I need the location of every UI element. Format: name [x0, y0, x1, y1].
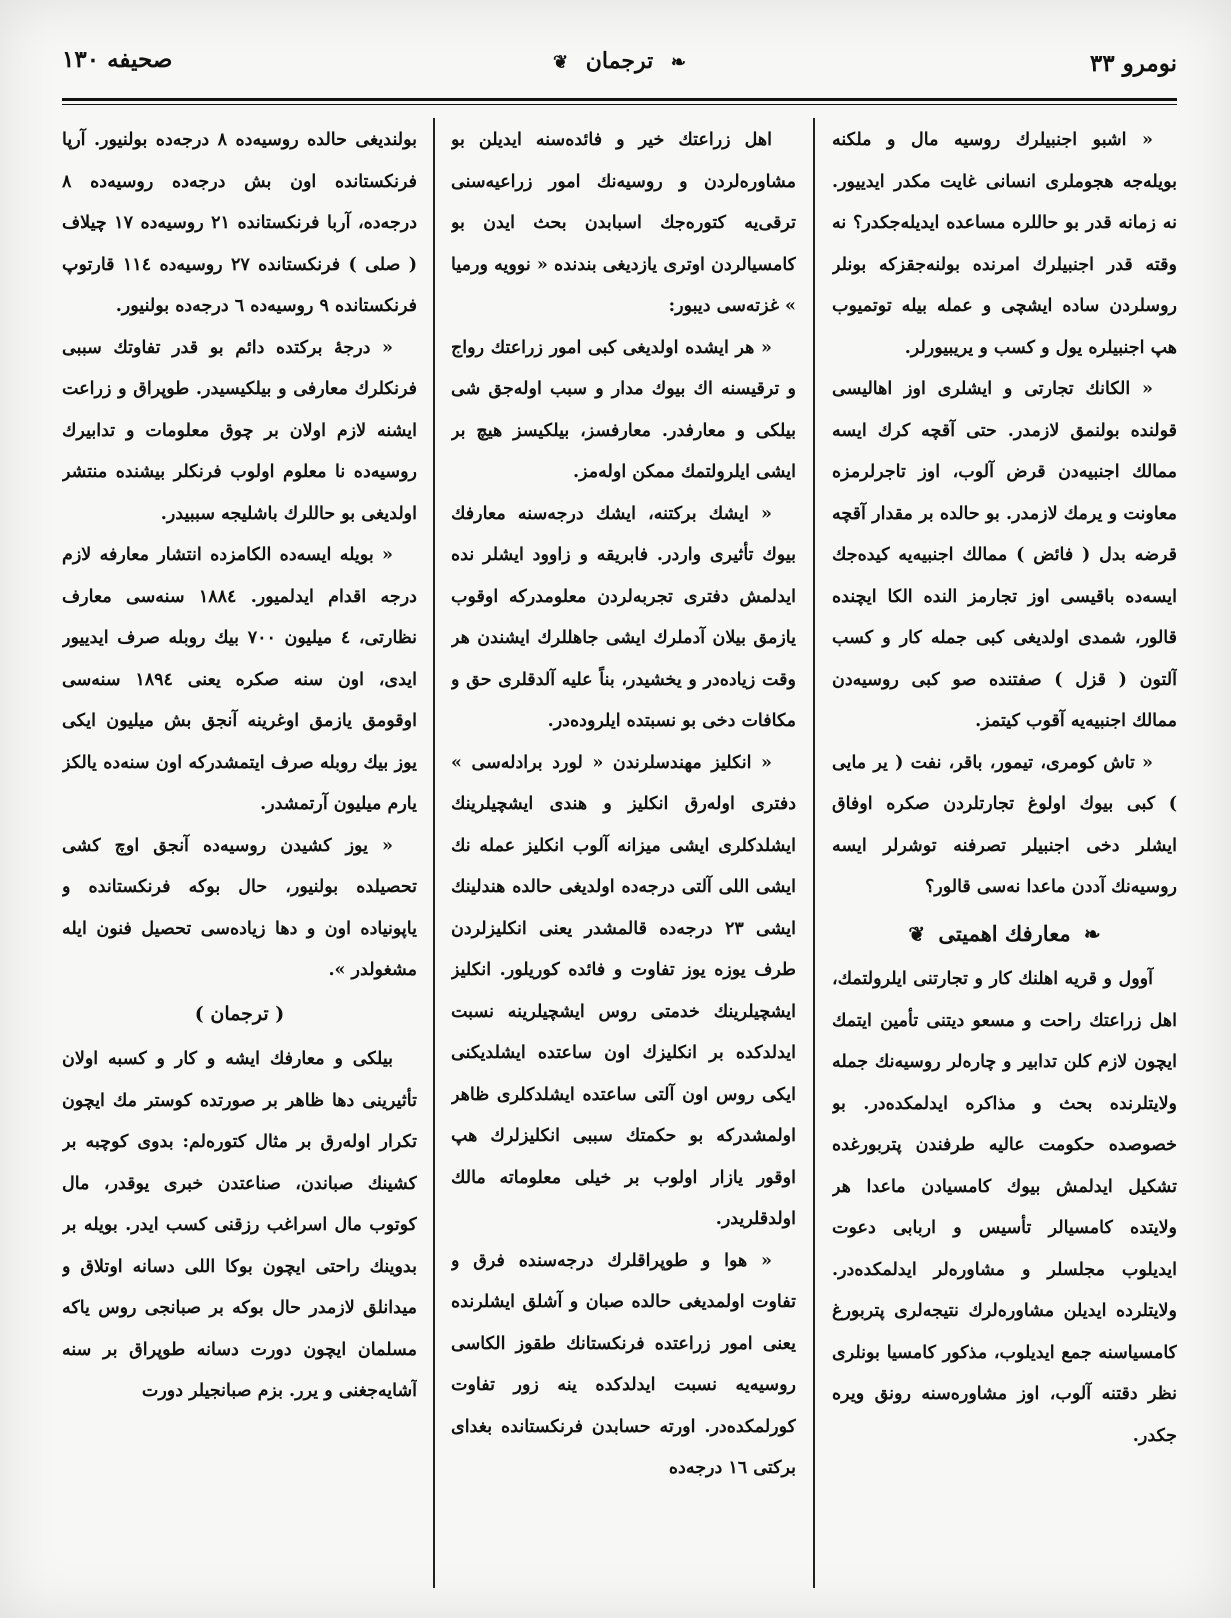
paragraph: « درجۀ بركتده دائم بو قدر تفاوتك سببی فرنكلرك معارفی و بیلكیسیدر. طوپراق و زراعت ایشنه لازم اولان بر چوق معلومات و تدابیرك روسیه‌ده نا معلوم اولوب فرنكلر بیشنده منتشر اولدیغی بو حاللرك باشلیجه سببیدر. [62, 337, 417, 524]
column-left [62, 120, 417, 1590]
header-rule-thin [62, 104, 1177, 105]
article-signature: ( ترجمان ) [194, 1002, 285, 1025]
section-heading-text: معارفك اهمیتی [938, 920, 1071, 946]
page-header [62, 36, 1177, 92]
paragraph: « تاش كومری، تیمور، باقر، نفت ( یر مایی ) كبی بیوك اولوغ تجارتلردن صكره اوفاق ایشلر دخی اجنبیلر تصرفنه توشرلر ایسه روسیه‌نك آددن ماعدا نه‌سی قالور؟ [832, 752, 1177, 897]
paragraph: « انكلیز مهندسلرندن « لورد برادله‌سی » دفتری اوله‌رق انكلیز و هندی ایشچیلرینك ایشلدكلری ایشی میزانه آلوب انكلیز عمله نك ایشی اللی آلتی درجه‌ده اولدیغی حالده هندلینك ایشی ٢٣ درجه‌ده قالمشدر یعنی انكلیزلردن طرف یوزه یوز تفاوت و فائده كوریلور. انكلیز ایشچیلرینك خدمتی روس ایشچیلرینه نسبت ایدلدكده بر انكلیزك اون ساعتده ایشلدیكنی ایكی روس اون آلتی ساعتده ایشلدكلری ظاهر اولمشدركه بو حكمتك سببی انكلیزلرك هپ اوقور یازار اولوب بر خیلی معلوماته مالك اولدقلریدر. [451, 752, 796, 1229]
paragraph: آوول و قریه اهلنك كار و تجارتنی ایلرولتمك، اهل زراعتك راحت و مسعو دیتنی تأمین ایتمك ایچون لازم كلن تدابیر و چاره‌لر روسیه‌نك جمله ولایتلرنده بحث و مذاكره ایدلمكده‌در. بو خصوصده حكومت عالیه طرفندن پتربورغده تشكیل ایدلمش بیوك كامسیادن ماعدا هر ولایتده كامسیالر تأسیس و اربابی دعوت ایدیلوب مجلسلر و مشاوره‌لر ایدلمكده‌در. ولایتلرده ایدیلن مشاوره‌لرك نتیجه‌لری پتربورغ كامسیاسنه جمع ایدیلوب، مذكور كامسیا بونلری نظر دقتنه آلوب، اوز مشاوره‌سنه رونق ویره جكدر. [832, 969, 1177, 1446]
header-rule [62, 98, 1177, 101]
paragraph: اهل زراعتك خیر و فائده‌سنه ایدیلن بو مشاوره‌لردن و روسیه‌نك امور زراعیه‌سنی ترقی‌یه كتوره‌جك اسبابدن بحث ایدن بو كامسیالردن اوتری یازدیغی بندنده « نوویه ورمیا » غزته‌سی دیبور: [451, 130, 796, 316]
paragraph: « هوا و طوپراقلرك درجه‌سنده فرق و تفاوت اولمدیغی حالده صبان و آشلق ایشلرنده یعنی امور زراعتده فرنكستانك طقوز الكاسی روسیه‌یه نسبت ایدلدكده ینه زور تفاوت كورلمكده‌در. اورته حسابدن فرنكستانده بغدای بركتی ١٦ درجه‌ده [451, 1250, 796, 1478]
masthead [62, 48, 1177, 74]
paragraph: « یوز كشیدن روسیه‌ده آنجق اوچ كشی تحصیلده بولنیور، حال بوكه فرنكستانده و یاپونیاده اون و دها زیاده‌سی تحصیل فنون ایله مشغولدر ». [62, 835, 417, 980]
section-heading [832, 913, 1177, 956]
paragraph: « الكانك تجارتی و ایشلری اوز اهالیسی قولنده بولنمق لازمدر. حتی آقچه كرك ایسه ممالك اجنبیه‌دن قرض آلوب، اوز تاجرلرمزه معاونت و یرمك لازمدر. بو حالده بر مقدار آقچه قرضه بدل ( فائض ) ممالك اجنبیه‌یه كیده‌جك ایسه‌ده باقیسی اوز تجارمز النده الكا ایچنده قالور، شمدی اولدیغی كبی جمله كار و كسب آلتون ( قزل ) صفتنده صو كبی روسیه‌دن ممالك اجنبیه‌یه آقوب كیتمز. [832, 379, 1177, 731]
column-divider [433, 118, 435, 1588]
paragraph: « هر ایشده اولدیغی كبی امور زراعتك رواج و ترقیسنه اك بیوك مدار و سبب اوله‌جق شی بیلكی و معارفدر. معارفسز، بیلكیسز هیچ بر ایشی ایلرولتمك ممكن اوله‌مز. [451, 337, 796, 482]
paragraph: بولندیغی حالده روسیه‌ده ٨ درجه‌ده بولنیور. آرپا فرنكستانده اون بش درجه‌ده روسیه‌ده ٨ درجه‌ده، آربا فرنكستانده ٢١ روسیه‌ده ١٧ چیلاف ( صلی ) فرنكستانده ٢٧ روسیه‌ده ١١٤ قارتوپ فرنكستانده ٩ روسیه‌ده ٦ درجه‌ده بولنیور. [62, 130, 417, 316]
paragraph: « بویله ایسه‌ده الكامزده انتشار معارفه لازم درجه اقدام ایدلمیور. ١٨٨٤ سنه‌سی معارف نظارتی، ٤ میلیون ٧٠٠ بیك روبله صرف ایدییور ایدی، اون سنه صكره یعنی ١٨٩٤ سنه‌سی اوقومق یازمق اوغرینه آنجق بش میلیون ایكی یوز بیك روبله صرف ایتمشدركه اون سنه‌ده یالكز یارم میلیون آرتمشدر. [62, 545, 417, 814]
column-divider [813, 118, 815, 1588]
newspaper-page [62, 28, 1177, 1598]
paragraph: « اشبو اجنبیلرك روسیه مال و ملكنه بویله‌جه هجوملری انسانی غایت مكدر ایدییور. نه زمانه قدر بو حاللره مساعده ایدیله‌جكدر؟ نه وقته قدر اجنبیلرك امرنده بولنه‌جقزكه بونلر روسلردن ساده ایشچی و عمله بیله توتمیوب هپ اجنبیلره یول و كسب و یریبیورلر. [832, 130, 1177, 358]
column-middle [451, 120, 796, 1590]
paragraph: « ایشك بركتنه، ایشك درجه‌سنه معارفك بیوك تأثیری واردر. فابریقه و زاوود ایشلر نده ایدلمش دفتری تجربه‌لردن معلومدركه اوقوب یازمق بیلان آدملرك ایشی جاهللرك ایشندن هر وقت زیاده‌در و یخشیدر، بناً علیه آلدقلری حق و مكافات دخی بو نسبتده ایلروده‌در. [451, 503, 796, 731]
ornament-left-icon: ❦ [553, 52, 569, 73]
column-right [832, 120, 1177, 1590]
ornament-right-icon: ❧ [670, 52, 686, 73]
ornament-icon: ❧ [1083, 921, 1101, 946]
paragraph: بیلكی و معارفك ایشه و كار و كسبه اولان تأثیرینی دها ظاهر بر صورتده كوستر مك ایچون تكرار اوله‌رق بر مثال كتوره‌لم: بدوی كوچبه بر كشینك صباندن، صناعتدن خبری یوقدر، مال كوتوب مال اسراغب رزقنی كسب ایدر. بویله بر بدوینك راحتی ایچون بوكا اللی دسانه اوتلاق و میدانلق لازمدر حال بوكه بر صبانجی روس یاكه مسلمان ایچون دورت دسانه طوپراق بر سنه آشایه‌جغنی و یرر. بزم صبانجیلر دورت [62, 1049, 417, 1401]
ornament-icon: ❦ [908, 921, 926, 946]
issue-number: نومرو ٣٣ [1089, 50, 1177, 77]
newspaper-title: ترجمان [585, 48, 654, 74]
page-number: صحیفه ١٣٠ [62, 46, 173, 73]
